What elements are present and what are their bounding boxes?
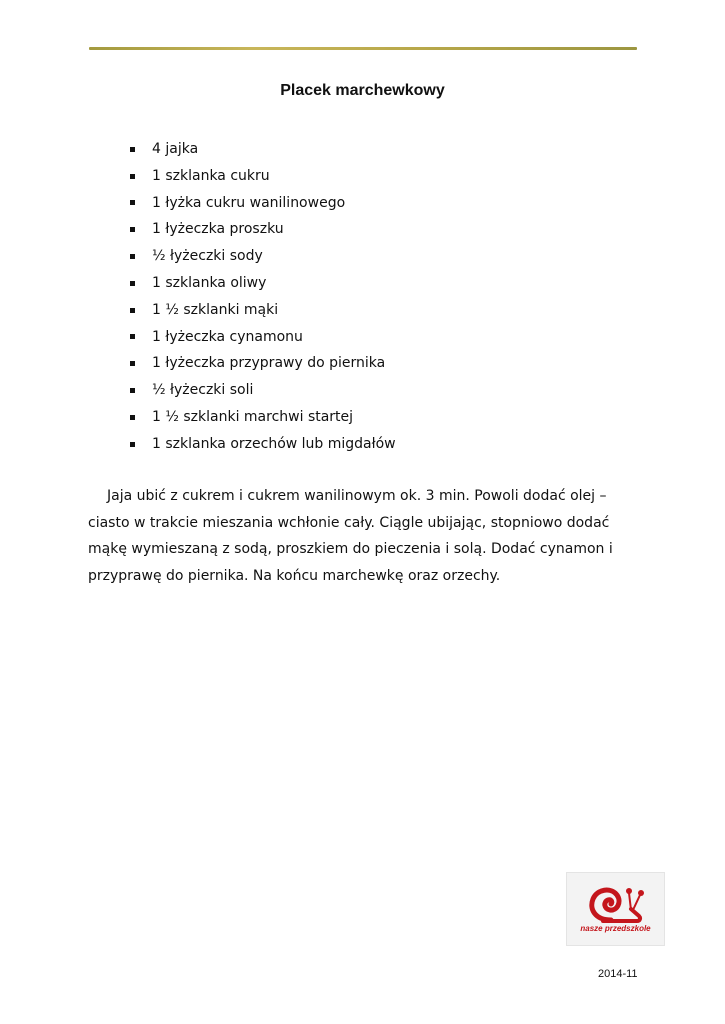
ingredient-text: 1 ½ szklanki mąki <box>152 301 279 318</box>
square-bullet-icon <box>130 442 135 447</box>
ingredient-text: ½ łyżeczki sody <box>152 248 263 265</box>
square-bullet-icon <box>130 361 135 366</box>
square-bullet-icon <box>130 415 135 420</box>
list-item <box>130 243 396 270</box>
list-item <box>130 404 396 431</box>
ingredient-text: 4 jajka <box>152 141 199 157</box>
ingredient-text: 1 łyżka cukru wanilinowego <box>152 194 346 211</box>
ingredient-text: 1 szklanka oliwy <box>152 274 267 291</box>
ingredient-text: ½ łyżeczki soli <box>152 382 254 399</box>
square-bullet-icon <box>130 254 135 259</box>
ingredient-text: 1 szklanka orzechów lub migdałów <box>152 435 396 452</box>
ingredient-text: 1 łyżeczka cynamonu <box>152 328 303 345</box>
square-bullet-icon <box>130 200 135 205</box>
list-item <box>130 190 396 217</box>
list-item <box>130 431 396 458</box>
footer-date: 2014-11 <box>598 968 638 980</box>
ingredient-text: 1 ½ szklanki marchwi startej <box>152 408 354 425</box>
page-title: Placek marchewkowy <box>280 82 445 99</box>
square-bullet-icon <box>130 308 135 313</box>
list-item <box>130 350 396 377</box>
list-item <box>130 324 396 351</box>
logo-text: nasze przedszkole <box>580 924 651 933</box>
list-item <box>130 297 396 324</box>
square-bullet-icon <box>130 227 135 232</box>
snail-logo-icon <box>585 879 647 925</box>
ingredient-text: 1 łyżeczka przyprawy do piernika <box>152 355 386 372</box>
logo <box>566 872 665 946</box>
square-bullet-icon <box>130 334 135 339</box>
square-bullet-icon <box>130 147 135 152</box>
square-bullet-icon <box>130 174 135 179</box>
list-item <box>130 377 396 404</box>
ingredient-text: 1 szklanka cukru <box>152 167 270 184</box>
ingredient-list <box>130 136 396 458</box>
list-item <box>130 270 396 297</box>
square-bullet-icon <box>130 388 135 393</box>
ingredient-text: 1 łyżeczka proszku <box>152 221 284 238</box>
square-bullet-icon <box>130 281 135 286</box>
header-rule <box>89 47 637 50</box>
list-item <box>130 163 396 190</box>
list-item <box>130 216 396 243</box>
instructions-paragraph: Jaja ubić z cukrem i cukrem wanilinowym ok. 3 min. Powoli dodać olej – ciasto w trakcie mieszania wchłonie cały. Ciągle ubijając, stopniowo dodać mąkę wymieszaną z sodą, proszkiem do pieczenia i solą. Dodać cynamon i przyprawę do piernika. Na końcu marchewkę oraz orzechy. <box>88 488 613 584</box>
list-item <box>130 136 396 163</box>
